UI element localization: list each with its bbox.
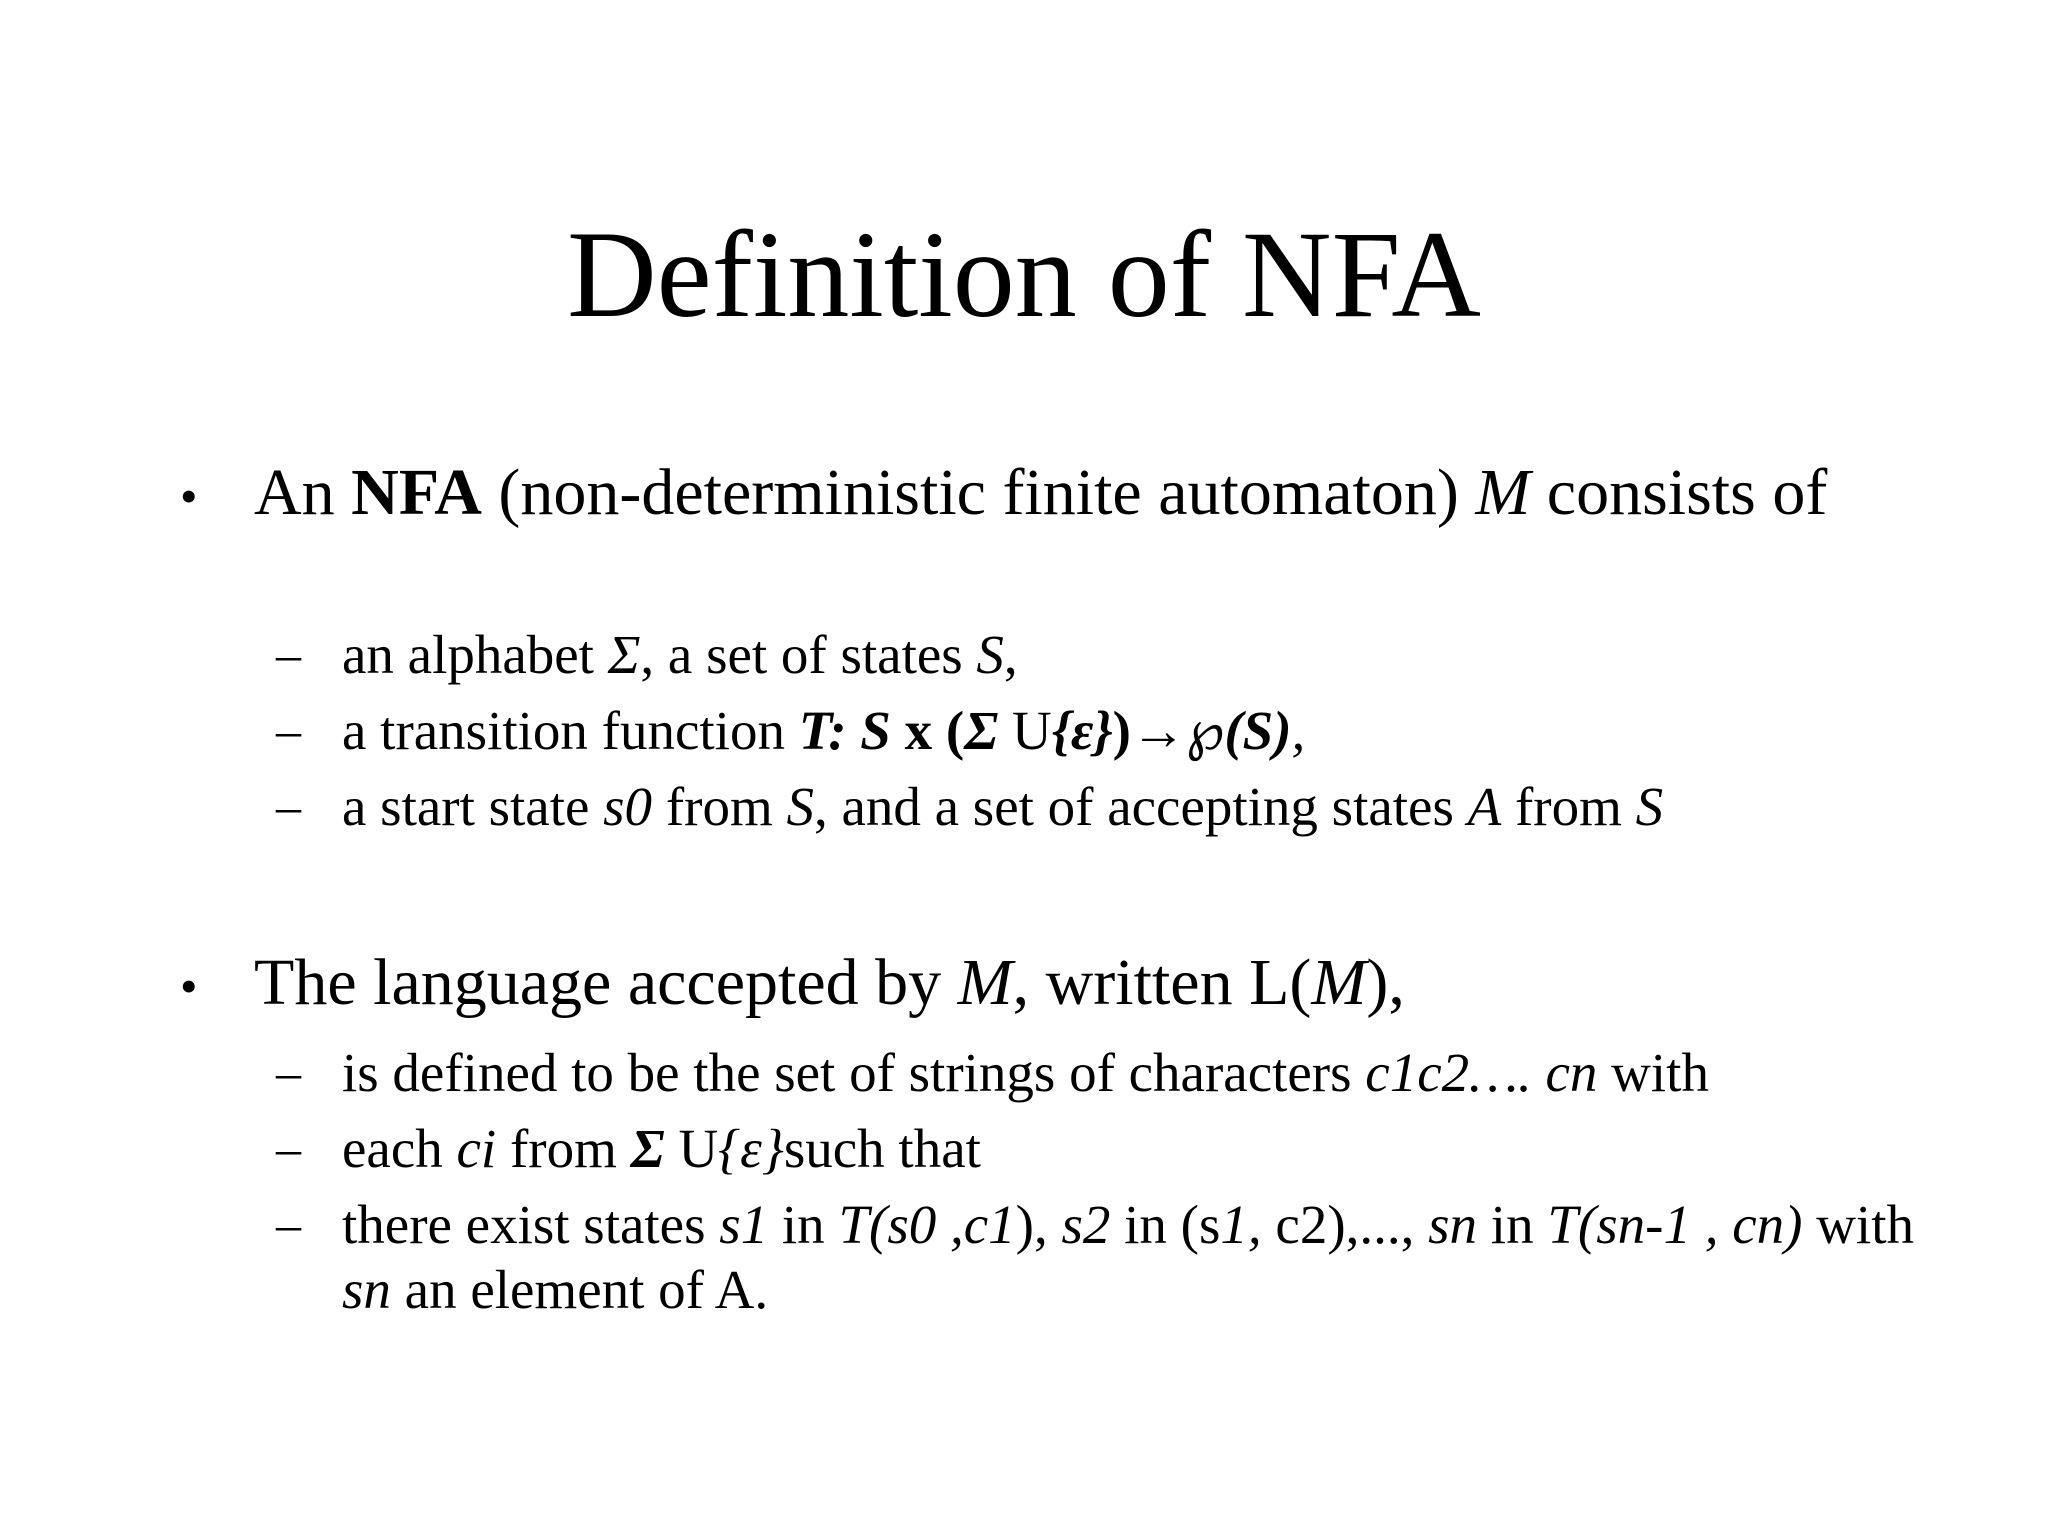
dash-marker: –: [276, 702, 301, 758]
sub-item-text: there exist states s1 in T(s0 ,c1), s2 in (s1, c2),..., sn in T(sn-1 , cn) with sn an element of A.: [342, 1194, 1914, 1320]
bullet-marker: •: [180, 468, 198, 524]
bullet-text: The language accepted by M, written L(M),: [254, 946, 1405, 1019]
dash-marker: –: [276, 778, 301, 834]
sub-item-text: a transition function T: S x (Σ U{ε})→℘(S),: [342, 700, 1306, 761]
dash-marker: –: [276, 1044, 301, 1100]
sub-item-text: an alphabet Σ, a set of states S,: [342, 624, 1018, 685]
sub-item: [0, 1188, 2048, 1328]
sub-item-text: a start state s0 from S, and a set of accepting states A from S: [342, 776, 1664, 837]
sub-item: [0, 770, 2048, 842]
dash-marker: –: [276, 1196, 301, 1252]
dash-marker: –: [276, 1120, 301, 1176]
bullet-marker: •: [180, 958, 198, 1014]
sub-item: [0, 1112, 2048, 1184]
sub-item: [0, 694, 2048, 766]
sub-item: [0, 618, 2048, 690]
slide-title: Definition of NFA: [567, 206, 1481, 343]
sub-item-text: is defined to be the set of strings of characters c1c2…. cn with: [342, 1042, 1709, 1103]
dash-marker: –: [276, 626, 301, 682]
bullet-text: An NFA (non-deterministic finite automaton) M consists of: [254, 456, 1828, 529]
sub-item: [0, 1036, 2048, 1108]
sub-item-text: each ci from Σ U{ε}such that: [342, 1118, 981, 1179]
